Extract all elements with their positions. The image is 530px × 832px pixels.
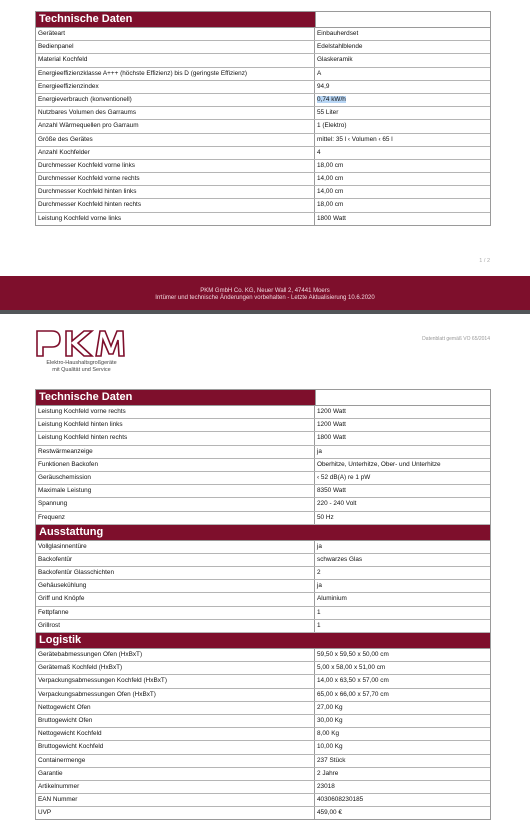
page-footer	[0, 276, 530, 310]
table-row	[36, 419, 490, 432]
row-label: Nutzbares Volumen des Garraums	[36, 107, 315, 119]
section-title: Technische Daten	[39, 391, 133, 403]
row-value	[315, 147, 490, 159]
row-value-text: Aluminium	[317, 595, 347, 603]
row-value	[315, 768, 490, 780]
table-row	[36, 446, 490, 459]
table-row	[36, 432, 490, 445]
table-row	[36, 54, 490, 67]
row-label: Größe des Gerätes	[36, 134, 315, 146]
row-value-text: 1	[317, 608, 321, 616]
row-value-text: 59,50 x 59,50 x 50,00 cm	[317, 651, 389, 658]
row-value	[315, 173, 490, 185]
section-title: Technische Daten	[39, 13, 133, 25]
row-label: Durchmesser Kochfeld hinten links	[36, 186, 315, 198]
row-value	[315, 807, 490, 819]
row-value	[315, 199, 490, 211]
section-header	[36, 525, 490, 541]
table-row	[36, 186, 490, 199]
table-row	[36, 662, 490, 675]
row-value-text: 1 (Elektro)	[317, 122, 347, 130]
row-value	[315, 741, 490, 753]
table-row	[36, 173, 490, 186]
row-value	[315, 406, 490, 418]
row-value	[315, 593, 490, 605]
row-value	[315, 186, 490, 198]
row-value	[315, 728, 490, 740]
row-value-text: 23018	[317, 782, 335, 790]
row-label: Anzahl Wärmequellen pro Garraum	[36, 120, 315, 132]
row-value-text: 65,00 x 66,00 x 57,70 cm	[317, 690, 389, 698]
row-value	[315, 94, 490, 106]
row-value-text: 5,00 x 58,00 x 51,00 cm	[317, 664, 386, 672]
table-row	[36, 781, 490, 794]
row-label: Bruttogewicht Ofen	[36, 715, 315, 727]
table-row	[36, 620, 490, 633]
table-row	[36, 794, 490, 807]
row-value-text: 459,00 €	[317, 809, 342, 817]
row-value-text: 8350 Watt	[317, 487, 346, 495]
row-value-text: schwarzes Glas	[317, 555, 363, 563]
row-label: Gerätemaß Kochfeld (HxBxT)	[36, 662, 315, 674]
table-row	[36, 755, 490, 768]
table-row	[36, 406, 490, 419]
row-value-text: 220 - 240 Volt	[317, 500, 357, 508]
tech-data-table-2	[35, 389, 491, 820]
section-title: Ausstattung	[39, 525, 104, 538]
table-row	[36, 81, 490, 94]
row-value-text: Einbauherdset	[317, 30, 359, 37]
row-value-text: 4	[317, 148, 321, 156]
row-label: Anzahl Kochfelder	[36, 147, 315, 159]
table-row	[36, 459, 490, 472]
table-row	[36, 580, 490, 593]
table-row	[36, 702, 490, 715]
row-value	[315, 675, 490, 687]
row-label: Durchmesser Kochfeld hinten rechts	[36, 199, 315, 211]
row-value-text: 18,00 cm	[317, 161, 344, 169]
row-value	[315, 432, 490, 444]
row-label: Vollglasinnentüre	[36, 541, 315, 553]
row-label: Nettogewicht Ofen	[36, 702, 315, 714]
footer-disclaimer: Irrtümer und technische Änderungen vorbehalten - Letzte Aktualisierung 10.6.2020	[155, 295, 375, 301]
row-value-text: 50 Hz	[317, 513, 334, 521]
row-label: Material Kochfeld	[36, 54, 315, 66]
row-value-text: ja	[317, 582, 322, 590]
logo-tagline-1: Elektro-Haushaltsgroßgeräte	[46, 360, 117, 366]
table-row	[36, 728, 490, 741]
row-value	[315, 715, 490, 727]
pkm-logo-icon	[34, 328, 126, 358]
row-value	[315, 68, 490, 80]
row-value	[315, 781, 490, 793]
table-row	[36, 94, 490, 107]
table-row	[36, 472, 490, 485]
row-value	[315, 134, 490, 146]
row-label: Frequenz	[36, 512, 315, 524]
row-value-text: ja	[317, 542, 322, 550]
row-label: Verpackungsabmessungen Kochfeld (HxBxT)	[36, 675, 315, 687]
row-label: Restwärmeanzeige	[36, 446, 315, 458]
row-label: Leistung Kochfeld hinten links	[36, 419, 315, 431]
row-label: Verpackungsabmessungen Ofen (HxBxT)	[36, 689, 315, 701]
row-label: Containermenge	[36, 755, 315, 767]
row-value	[315, 620, 490, 632]
row-value-text: 1200 Watt	[317, 408, 346, 415]
datasheet-label: Datenblatt gemäß VO 65/2014	[422, 336, 490, 342]
row-label: Energieverbrauch (konventionell)	[36, 94, 315, 106]
row-label: Bruttogewicht Kochfeld	[36, 741, 315, 753]
row-value	[315, 81, 490, 93]
row-value-text: 14,00 cm	[317, 175, 344, 183]
row-label: UVP	[36, 807, 315, 819]
page-1	[0, 0, 530, 310]
row-value	[315, 459, 490, 471]
table-row	[36, 120, 490, 133]
row-value	[315, 107, 490, 119]
row-value-text: 1	[317, 621, 321, 629]
page-number: 1 / 2	[479, 258, 490, 264]
table-row	[36, 199, 490, 212]
row-label: Maximale Leistung	[36, 485, 315, 497]
table-row	[36, 649, 490, 662]
table-row	[36, 607, 490, 620]
row-value-text: ‹ 52 dB(A) re 1 pW	[317, 473, 371, 481]
table-row	[36, 675, 490, 688]
row-value-text: 2 Jahre	[317, 769, 339, 777]
row-label: Nettogewicht Kochfeld	[36, 728, 315, 740]
row-value-text: 1800 Watt	[317, 214, 346, 222]
row-value-text: 30,00 Kg	[317, 716, 343, 724]
row-value	[315, 419, 490, 431]
table-row	[36, 498, 490, 511]
row-value-text: ja	[317, 447, 322, 455]
row-value-text: 1200 Watt	[317, 421, 346, 429]
row-label: Durchmesser Kochfeld vorne links	[36, 160, 315, 172]
row-value	[315, 689, 490, 701]
row-value-text: 14,00 cm	[317, 188, 344, 196]
row-value-text: A	[317, 69, 322, 77]
row-label: Leistung Kochfeld vorne links	[36, 213, 315, 225]
table-row	[36, 213, 490, 225]
table-row	[36, 68, 490, 81]
row-label: Artikelnummer	[36, 781, 315, 793]
row-value	[315, 567, 490, 579]
row-value-text: 10,00 Kg	[317, 743, 343, 751]
tech-data-table-1	[35, 11, 491, 226]
row-value-text: Edelstahlblende	[317, 43, 363, 51]
table-row	[36, 689, 490, 702]
row-value	[315, 554, 490, 566]
table-row	[36, 485, 490, 498]
row-label: Funktionen Backofen	[36, 459, 315, 471]
table-row	[36, 134, 490, 147]
row-value	[315, 213, 490, 225]
row-label: Leistung Kochfeld vorne rechts	[36, 406, 315, 418]
row-value	[315, 702, 490, 714]
section-header	[36, 12, 490, 28]
row-value	[315, 649, 490, 661]
footer-address: PKM GmbH Co. KG, Neuer Wall 2, 47441 Moers	[200, 288, 330, 294]
row-label: Leistung Kochfeld hinten rechts	[36, 432, 315, 444]
row-value-text: 1800 Watt	[317, 434, 346, 442]
row-value	[315, 160, 490, 172]
row-value	[315, 541, 490, 553]
row-label: Gerätebabmessungen Ofen (HxBxT)	[36, 649, 315, 661]
row-value	[315, 54, 490, 66]
row-value	[315, 472, 490, 484]
section-header	[36, 633, 490, 649]
row-value	[315, 485, 490, 497]
table-row	[36, 554, 490, 567]
row-value	[315, 498, 490, 510]
table-row	[36, 41, 490, 54]
row-label: Fettpfanne	[36, 607, 315, 619]
table-row	[36, 512, 490, 525]
row-label: Durchmesser Kochfeld vorne rechts	[36, 173, 315, 185]
row-value	[315, 607, 490, 619]
row-value	[315, 120, 490, 132]
row-value-text: 14,00 x 63,50 x 57,00 cm	[317, 677, 389, 685]
table-row	[36, 715, 490, 728]
row-value-text: Glaskeramik	[317, 56, 353, 64]
row-value	[315, 755, 490, 767]
row-label: Gehäusekühlung	[36, 580, 315, 592]
row-value-text: 27,00 Kg	[317, 703, 343, 711]
row-value-text: 237 Stück	[317, 756, 346, 764]
row-value-text: 18,00 cm	[317, 201, 344, 209]
table-row	[36, 107, 490, 120]
row-value	[315, 580, 490, 592]
row-value-text: mittel: 35 l ‹ Volumen ‹ 65 l	[317, 135, 393, 143]
row-label: Energieeffizienzindex	[36, 81, 315, 93]
row-value	[315, 512, 490, 524]
row-value-text: 4030608230185	[317, 796, 364, 804]
row-value	[315, 41, 490, 53]
row-label: Backofentür Glasschichten	[36, 567, 315, 579]
table-row	[36, 541, 490, 554]
table-row	[36, 593, 490, 606]
table-row	[36, 147, 490, 160]
table-row	[36, 768, 490, 781]
row-label: Energieeffizienzklasse A+++ (höchste Effizienz) bis D (geringste Effizienz)	[36, 68, 315, 80]
row-value-text: 94,9	[317, 82, 330, 90]
table-row	[36, 741, 490, 754]
row-label: Backofentür	[36, 554, 315, 566]
row-label: Geräuschemission	[36, 472, 315, 484]
row-value	[315, 794, 490, 806]
row-label: Bedienpanel	[36, 41, 315, 53]
row-value	[315, 446, 490, 458]
row-value-text: 8,00 Kg	[317, 730, 340, 738]
page-2	[0, 314, 530, 832]
row-value-text: 2	[317, 569, 321, 577]
table-row	[36, 567, 490, 580]
row-value-text: 55 Liter	[317, 109, 339, 117]
row-value	[315, 662, 490, 674]
table-body	[36, 28, 490, 225]
row-value	[315, 28, 490, 40]
row-label: Garantie	[36, 768, 315, 780]
table-row	[36, 807, 490, 819]
company-logo	[34, 328, 129, 374]
table-row	[36, 28, 490, 41]
row-label: Griff und Knöpfe	[36, 593, 315, 605]
section-title: Logistik	[39, 634, 82, 646]
logo-tagline-2: mit Qualität und Service	[52, 367, 111, 373]
row-value-text: 0,74 kW/h	[317, 95, 346, 103]
row-label: EAN Nummer	[36, 794, 315, 806]
row-label: Geräteart	[36, 28, 315, 40]
table-row	[36, 160, 490, 173]
row-label: Grillrost	[36, 620, 315, 632]
row-value-text: Oberhitze, Unterhitze, Ober- und Unterhitze	[317, 460, 441, 468]
row-label: Spannung	[36, 498, 315, 510]
section-header	[36, 390, 490, 406]
